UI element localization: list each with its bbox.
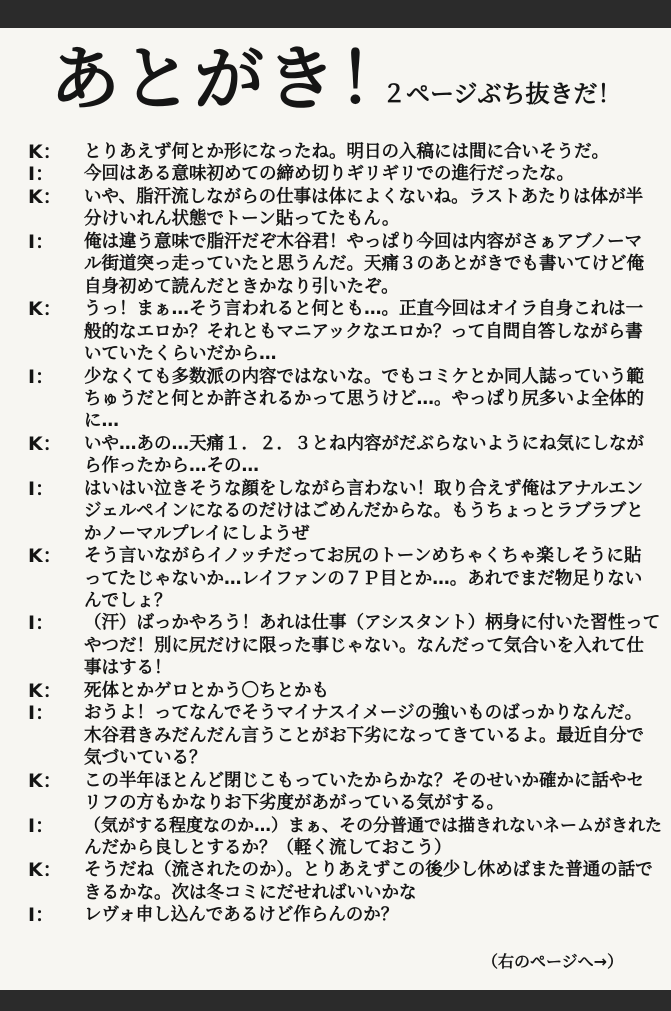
dialogue-text: 般的なエロか？それともマニアックなエロか？って自問自答しながら書	[84, 321, 643, 342]
dialogue-text: いや、脂汗流しながらの仕事は体によくないね。ラストあたりは体が半	[84, 186, 644, 207]
dialogue-line	[0, 456, 671, 476]
dialogue-line	[0, 434, 671, 454]
dialogue-text: 分けいれん状態でトーン貼ってたもん。	[84, 209, 400, 230]
dialogue-text: ら作ったから…その…	[84, 456, 259, 477]
speaker-label: K：	[28, 859, 62, 882]
dialogue-line	[0, 613, 671, 633]
dialogue-text: ジェルペインになるのだけはごめんだからな。もうちょっとラブラブと	[84, 501, 644, 522]
dialogue-line	[0, 142, 671, 162]
dialogue-line	[0, 501, 671, 521]
dialogue-text: 俺は違う意味で脂汗だぞ木谷君！やっぱり今回は内容がさぁアブノーマ	[84, 231, 643, 252]
dialogue-text: 自身初めて読んだときかなり引いたぞ。	[84, 276, 399, 297]
dialogue-line	[0, 344, 671, 364]
dialogue-text: やつだ！別に尻だけに限った事じゃない。なんだって気合いを入れて仕	[84, 635, 644, 656]
dialogue-text: 死体とかゲロとかう〇ちとかも	[84, 680, 329, 701]
speaker-label: I：	[28, 365, 55, 388]
dialogue-text: いていたくらいだから…	[84, 344, 277, 365]
dialogue-line	[0, 367, 671, 387]
dialogue-line	[0, 411, 671, 431]
dialogue-text: ってたじゃないか…レイファンの７Ｐ目とか…。あれでまだ物足りない	[84, 568, 643, 589]
dialogue-text: そう言いながらイノッチだってお尻のトーンめちゃくちゃ楽しそうに貼	[84, 546, 642, 567]
dialogue-text: とりあえず何とか形になったね。明日の入稿には間に合いそうだ。	[84, 142, 609, 162]
dialogue-text: 事はする！	[84, 658, 172, 679]
speaker-label: I：	[28, 612, 55, 635]
speaker-label: K：	[28, 545, 62, 568]
dialogue-line	[0, 793, 671, 813]
speaker-label: K：	[28, 769, 62, 792]
dialogue-line	[0, 726, 671, 746]
dialogue-line	[0, 277, 671, 297]
speaker-label: K：	[28, 679, 62, 702]
dialogue-line	[0, 748, 671, 768]
dialogue-line	[0, 524, 671, 544]
dialogue-text: かノーマルプレイにしようぜ	[84, 523, 310, 544]
dialogue-text: おうよ！ってなんでそうマイナスイメージの強いものばっかりなんだ。	[84, 703, 643, 724]
dialogue-line	[0, 771, 671, 791]
dialogue-text: （汗）ばっかやろう！あれは仕事（アシスタント）柄身に付いた習性って	[84, 613, 661, 634]
dialogue-line	[0, 164, 671, 184]
speaker-label: I：	[28, 477, 55, 500]
dialogue-text: んでしょ？	[84, 591, 172, 611]
dialogue-text: ちゅうだと何とか許されるかって思うけど…。やっぱり尻多いよ全体的	[84, 388, 644, 409]
dialogue-line	[0, 322, 671, 342]
speaker-label: I：	[28, 230, 55, 253]
page-title: あとがき！	[50, 38, 410, 120]
dialogue-line	[0, 883, 671, 903]
dialogue-line	[0, 299, 671, 319]
dialogue-text: に…	[84, 411, 119, 432]
dialogue-line	[0, 816, 671, 836]
dialogue-line	[0, 860, 671, 880]
dialogue-line	[0, 681, 671, 701]
dialogue-line	[0, 658, 671, 678]
page-subtitle: ２ページぶち抜きだ！	[382, 80, 622, 108]
bottom-border	[0, 990, 671, 1011]
dialogue-line	[0, 232, 671, 252]
top-border	[0, 0, 671, 28]
continued-note: （右のページへ→）	[482, 952, 624, 971]
speaker-label: K：	[28, 141, 62, 163]
speaker-label: I：	[28, 163, 55, 186]
dialogue-line	[0, 591, 671, 611]
dialogue-line	[0, 905, 671, 925]
dialogue-text: ル街道突っ走っていたと思うんだ。天痛３のあとがきでも書いてけど俺	[84, 254, 644, 275]
dialogue-text: （気がする程度なのか…）まぁ、その分普通では描きれないネームがきれた	[84, 815, 662, 836]
dialogue-line	[0, 703, 671, 723]
dialogue-text: この半年ほとんど閉じこもっていたからかな？そのせいか確かに話やセ	[84, 770, 644, 791]
dialogue-text: きるかな。次は冬コミにだせればいいかな	[84, 882, 417, 903]
dialogue-line	[0, 479, 671, 499]
speaker-label: I：	[28, 814, 55, 837]
dialogue-line	[0, 187, 671, 207]
speaker-label: I：	[28, 904, 55, 927]
speaker-label: K：	[28, 185, 62, 208]
dialogue-line	[0, 838, 671, 858]
dialogue-text: 気づいている？	[84, 748, 207, 769]
dialogue-line	[0, 569, 671, 589]
dialogue-text: はいはい泣きそうな顔をしながら言わない！取り合えず俺はアナルエン	[84, 478, 644, 499]
dialogue-text: そうだね（流されたのか）。とりあえずこの後少し休めばまた普通の話で	[84, 860, 653, 881]
dialogue-text: 少なくても多数派の内容ではないな。でもコミケとか同人誌っていう範	[84, 366, 644, 387]
dialogue-line	[0, 546, 671, 566]
speaker-label: K：	[28, 432, 62, 455]
dialogue-text: 今回はある意味初めての締め切りギリギリでの進行だったな。	[84, 164, 574, 185]
dialogue-line	[0, 254, 671, 274]
dialogue-line	[0, 636, 671, 656]
dialogue-text: うっ！まぁ…そう言われると何とも…。正直今回はオイラ自身これは一	[84, 299, 644, 320]
dialogue-text: いや…あの…天痛１．２．３とね内容がだぶらないようにね気にしなが	[84, 433, 644, 454]
page	[0, 28, 671, 990]
speaker-label: I：	[28, 702, 55, 725]
dialogue-text: リフの方もかなりお下劣度があがっている気がする。	[84, 793, 504, 814]
dialogue-line	[0, 209, 671, 229]
speaker-label: K：	[28, 298, 62, 321]
dialogue-text: んだから良しとするか？（軽く流しておこう）	[84, 837, 452, 858]
dialogue-line	[0, 389, 671, 409]
dialogue-text: 木谷君きみだんだん言うことがお下劣になってきているよ。最近自分で	[84, 725, 644, 746]
dialogue-text: レヴォ申し込んであるけど作らんのか？	[84, 905, 399, 926]
